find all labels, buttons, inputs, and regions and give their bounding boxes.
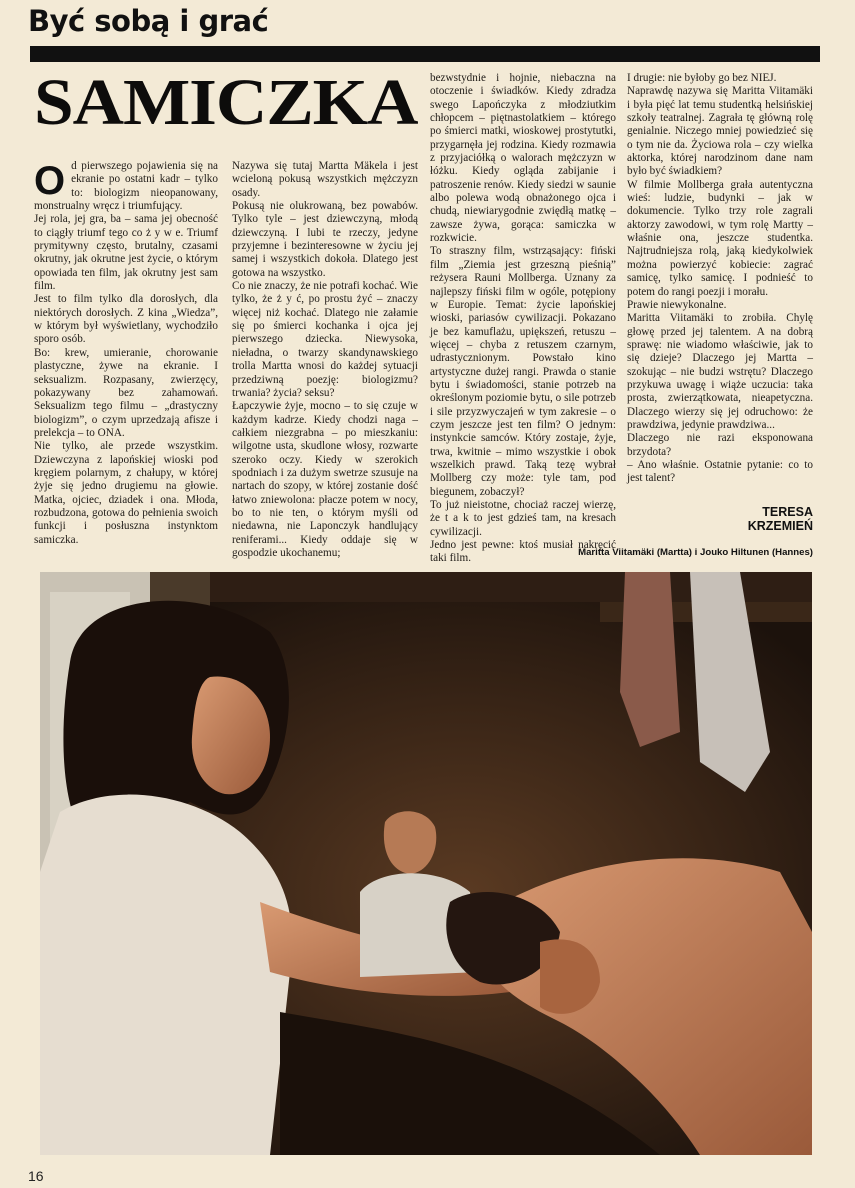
drop-cap: O <box>34 159 66 203</box>
paragraph: Dlaczego nie razi eksponowana brzydota? <box>627 432 813 458</box>
paragraph: Co nie znaczy, że nie potrafi kochać. Wie tylko, że ż y ć, po prostu żyć – znaczy więcej niż kochać. Dlatego nie załamie się po śmierci kochanka i ojca jej pierwszego dziecka. Niewysoka, nieładna, o twarzy skandynawskiego trolla Martta wnosi do każdej sytuacji przedziwną poezję: biologizmu? trwania? życia? seksu? <box>232 280 418 399</box>
author-byline <box>627 505 813 533</box>
article-column-1 <box>34 160 218 547</box>
article-column-2 <box>232 160 418 560</box>
photo-caption: Maritta Viitamäki (Martta) i Jouko Hiltunen (Hannes) <box>578 547 813 558</box>
paragraph: Pokusą nie olukrowaną, bez powabów. Tylko tyle – jest dziewczyną, młodą dziewczyną. I lubi te rzeczy, jedyne przyjemne i bezinteresowne w życiu jej samej i wszystkich dokoła. Dlatego jest gotowa na wszystko. <box>232 200 418 279</box>
paragraph: Łapczywie żyje, mocno – to się czuje w każdym kadrze. Kiedy chodzi naga – całkiem niezgrabna – po mieszkaniu: wilgotne usta, skudlone włosy, rozwarte szeroko oczy. Kiedy w szerokich spodniach i za dużym swetrze szusuje na nartach do szopy, w której zostanie dość łatwo zniewolona: płacze potem w nocy, bo to nie ten, o którym myśli od niedawna, nie Laponczyk handlujący reniferami... Kiedy oddaje się w gospodzie ukochanemu; <box>232 400 418 559</box>
page-number: 16 <box>28 1168 44 1184</box>
paragraph: Od pierwszego pojawienia się na ekranie po ostatni kadr – tylko to: biologizm nieopanowany, monstrualny wręcz i triumfujący. <box>34 159 218 213</box>
paragraph: bezwstydnie i hojnie, niebaczna na otoczenie i świadków. Kiedy zdradza swego Lapończyka z młodziutkim chłopcem – piętnastolatkiem – którego po śmierci matki, wioskowej prostytutki, przygarnęła jej rodzina. Kiedy rozmawia z przyjaciółką o walorach mężczyzn w łóżku. Kiedy ogląda zabijanie i patroszenie renów. Kiedy siedzi w saunie albo polewa wodą obnażonego ojca i chudą, niewiarygodnie zwiędłą matkę – zawsze żywa, gorąca: samiczka w rozkwicie. <box>430 72 616 245</box>
paragraph: Jej rola, jej gra, ba – sama jej obecność to ciągły triumf tego co ż y w e. Triumf prymitywny często, brutalny, czasami okrutny, jak okrutne jest życie, o którym opowiada ten film, jak okrutny jest sam film. <box>34 213 218 293</box>
paragraph: Jedno jest pewne: ktoś musiał nakręcić taki film. <box>430 539 616 565</box>
paragraph: Prawie niewykonalne. <box>627 298 727 311</box>
kicker-title: Być sobą i grać <box>28 4 269 38</box>
header-rule <box>30 46 820 62</box>
paragraph: I drugie: nie byłoby go bez NIEJ. <box>627 72 777 84</box>
film-still-photo <box>40 572 812 1155</box>
article-column-3 <box>430 72 616 566</box>
author-last-name: KRZEMIEŃ <box>747 519 813 533</box>
paragraph: To straszny film, wstrząsający: fiński film „Ziemia jest grzeszną pieśnią” reżysera Rauni Mollberga. Uznany za najlepszy fiński film w ogóle, potępiony w Europie. Temat: życie lapońskiej wioski, pariasów cywilizacji. Pokazano je bez kamuflażu, upiększeń, retuszu – więcej – chyba z retuszem czarnym, udrastycznionym. Powstało kino artystyczne dużej rangi. Prawda o stanie bytu i świadomości, stanie potrzeb na określonym poziomie bytu, o sile potrzeb i sile przyzwyczajeń w tym zakresie – o czym jeszcze jest ten film? O jednym: instynkcie samców. Który zostaje, żyje, trwa, kwitnie – mimo wszystkie i obok wszelkich prawd. Taką tezę wybrał Mollberg czy może: tyle tam, pod biegunem, zobaczył? <box>430 245 616 498</box>
paragraph: W filmie Mollberga grała autentyczna wieś: ludzie, budynki – jak w dokumencie. Tylko trzy role zagrali aktorzy zawodowi, w tym rolę Martty – właśnie ona, jeszcze studentka. Najtrudniejsza rolą, jaką kiedykolwiek można powierzyć kobiecie: zagrać samicę, tylko samicę. I podnieść to potem do rangi poezji i morału. <box>627 178 813 298</box>
paragraph: To już nieistotne, chociaż raczej wierzę, że t a k to jest gdzieś tam, na kresach cywilizacji. <box>430 499 616 538</box>
paragraph: Naprawdę nazywa się Maritta Viitamäki i była pięć lat temu studentką helsińskiej szkoły teatralnej. Zagrała tę główną rolę genialnie. Niczego mniej powiedzieć się o tym nie da. Życiowa rola – czy wielka aktorka, której narodzinom dane nam było być świadkiem? <box>627 85 813 178</box>
paragraph: Jest to film tylko dla dorosłych, dla niektórych dorosłych. Z kina „Wiedza”, w którym był wyświetlany, wychodziło sporo osób. <box>34 293 218 346</box>
paragraph: Nazywa się tutaj Martta Mäkela i jest wcieloną pokusą wszystkich mężczyzn osady. <box>232 160 418 199</box>
author-first-name: TERESA <box>762 505 813 519</box>
paragraph: – Ano właśnie. Ostatnie pytanie: co to jest talent? <box>627 458 813 485</box>
article-column-4 <box>627 72 813 486</box>
paragraph: Bo: krew, umieranie, chorowanie plastyczne, żywe na ekranie. I seksualizm. Rozpasany, zwierzęcy, pokazywany bez zahamowań. Seksualizm tego filmu – „drastyczny biologizm”, o czym uprzedzają afisze i prelekcja – to ONA. <box>34 346 218 439</box>
photo-illustration <box>40 572 812 1155</box>
paragraph: Maritta Viitamäki to zrobiła. Chylę głowę przed jej talentem. A na dobrą sprawę: nie wiadomo właściwie, jak to się dzieje? Dlaczego jej Martta – szokując – nie budzi wstrętu? Dlaczego przykuwa uwagę i wiąże uczucia: taka prosta, zwierzątkowata, nieapetyczna. Dlaczego wierzy się jej odruchowo: że prawdziwa, jedynie prawdziwa... <box>627 312 813 431</box>
headline: SAMICZKA <box>34 66 418 139</box>
paragraph: Nie tylko, ale przede wszystkim. Dziewczyna z lapońskiej wioski pod kręgiem polarnym, z chałupy, w której żyje się jedno drugiemu na głowie. Matka, ojciec, dziadek i ona. Młoda, rozbudzona, gotowa do pełnienia swoich funkcji i posłuszna instynktom samiczka. <box>34 440 218 546</box>
